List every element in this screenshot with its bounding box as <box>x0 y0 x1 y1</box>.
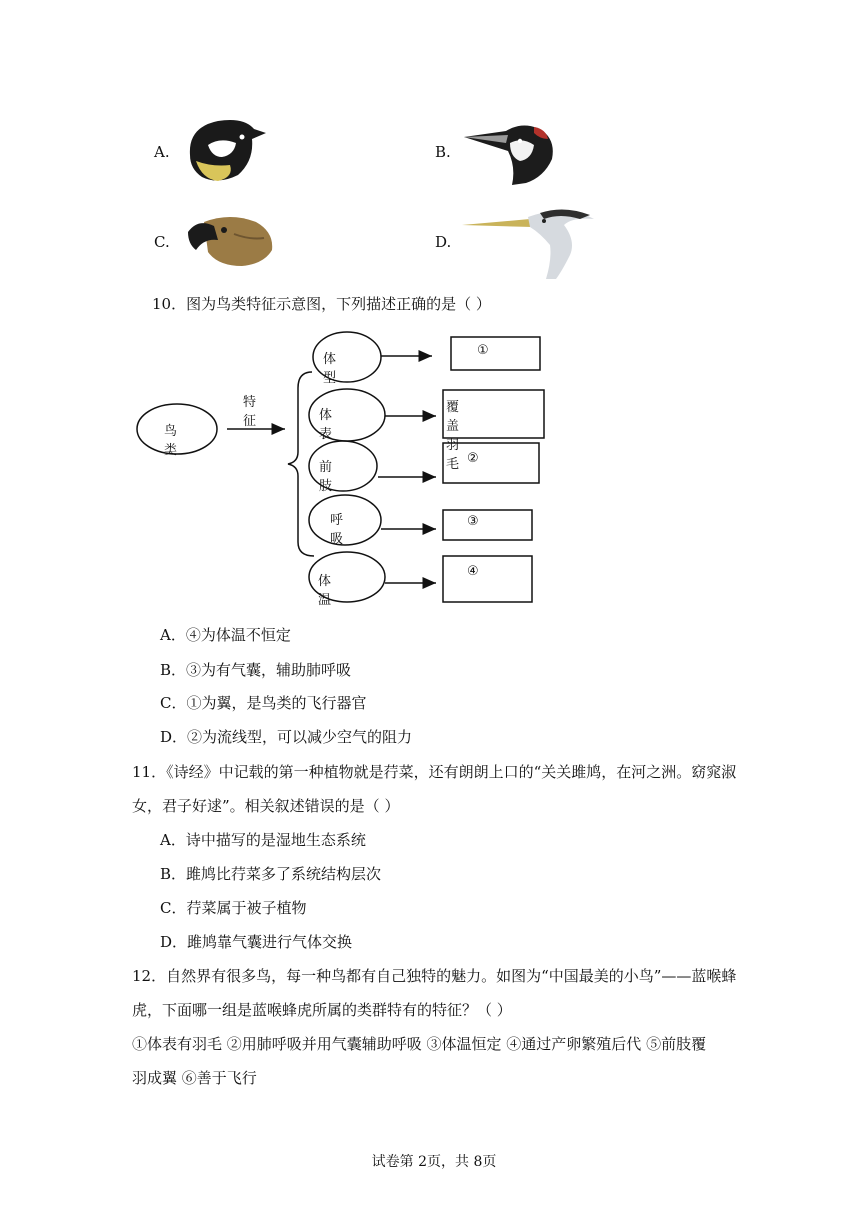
diagram-node-respiration: 呼吸 <box>330 513 344 547</box>
diagram-arrow-label: 特征 <box>243 395 257 429</box>
q11-option-d[interactable]: D．雎鸠靠气囊进行气体交换 <box>160 933 353 951</box>
q11-stem-line2: 女，君子好逑”。相关叙述错误的是（ ） <box>132 797 400 815</box>
option-a-letter: A. <box>154 143 170 161</box>
q11-option-b[interactable]: B．雎鸠比荇菜多了系统结构层次 <box>160 865 382 883</box>
q12-stem-line1: 12．自然界有很多鸟，每一种鸟都有自己独特的魅力。如图为“中国最美的小鸟”——蓝喉蜂 <box>132 967 737 985</box>
page-footer: 试卷第 2页，共 8页 <box>371 1154 497 1170</box>
q11-stem-line1: 11．《诗经》中记载的第一种植物就是荇菜，还有朗朗上口的“关关雎鸠，在河之洲。窈窕淑 <box>132 763 737 781</box>
q10-option-c[interactable]: C．①为翼，是鸟类的飞行器官 <box>160 694 367 712</box>
diagram-node-forelimb: 前肢 <box>319 460 333 494</box>
diagram-box-4: ④ <box>467 564 479 579</box>
q10-option-d[interactable]: D．②为流线型，可以减少空气的阻力 <box>160 728 413 746</box>
q10-option-a[interactable]: A．④为体温不恒定 <box>160 626 291 644</box>
q10-stem: 10．图为鸟类特征示意图，下列描述正确的是（ ） <box>152 295 491 313</box>
option-c-letter: C. <box>154 233 170 251</box>
q12-stem-line2: 虎，下面哪一组是蓝喉蜂虎所属的类群特有的特征？（ ） <box>132 1001 512 1019</box>
diagram-box-feathers: 覆盖羽毛 <box>446 400 460 472</box>
diagram-box-2: ② <box>467 451 479 466</box>
diagram-node-body-temperature: 体温 <box>318 574 332 608</box>
q11-option-c[interactable]: C．荇菜属于被子植物 <box>160 899 307 917</box>
diagram-root-label: 鸟类 <box>164 424 178 458</box>
diagram-box-3: ③ <box>467 514 479 529</box>
diagram-box-1: ① <box>477 343 489 358</box>
option-d-letter: D. <box>435 233 452 251</box>
diagram-node-body-surface: 体表 <box>319 408 333 442</box>
q12-choices-line1: ①体表有羽毛 ②用肺呼吸并用气囊辅助呼吸 ③体温恒定 ④通过产卵繁殖后代 ⑤前肢覆 <box>132 1035 707 1053</box>
option-b-letter: B. <box>435 143 451 161</box>
q10-option-b[interactable]: B．③为有气囊，辅助肺呼吸 <box>160 661 352 679</box>
q12-choices-line2: 羽成翼 ⑥善于飞行 <box>132 1069 257 1087</box>
diagram-node-body-shape: 体型 <box>323 352 337 386</box>
q11-option-a[interactable]: A．诗中描写的是湿地生态系统 <box>160 831 366 849</box>
